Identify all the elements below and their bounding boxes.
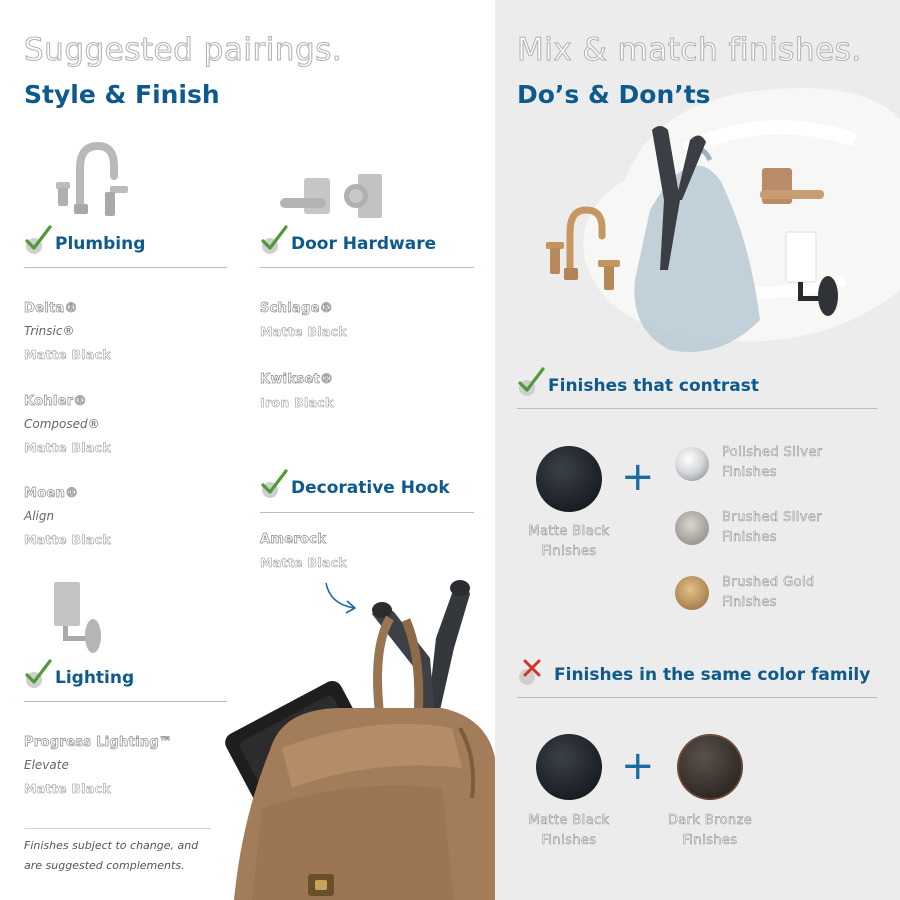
decorative-hook-section-header	[260, 468, 476, 508]
same-family-label: Finishes in the same color family	[554, 665, 871, 685]
finish-collage-photo	[540, 120, 890, 360]
swatch-line-2: Finishes	[541, 544, 597, 559]
model-name: Composed®	[24, 417, 100, 431]
dark-bronze-swatch	[676, 733, 744, 801]
mix-match-heading: Mix & match finishes.	[517, 32, 862, 68]
contrast-section-header	[517, 366, 877, 406]
swatch-line-1: Polished Silver	[722, 445, 823, 460]
polished-silver-swatch	[674, 446, 710, 482]
plumbing-label: Plumbing	[55, 234, 146, 254]
brushed-silver-swatch	[674, 510, 710, 546]
plumbing-divider	[24, 267, 227, 268]
swatch-line-1: Brushed Gold	[722, 575, 815, 590]
finish-name: Matte Black	[24, 532, 111, 547]
dos-donts-title: Do’s & Don’ts	[517, 80, 711, 109]
disclaimer-note	[24, 836, 198, 876]
brand-name: Kohler®	[24, 394, 87, 409]
brand-name: Moen®	[24, 486, 79, 501]
door-hardware-section-header	[260, 224, 476, 264]
checkmark-icon	[24, 658, 52, 688]
door-item-schlage	[260, 297, 347, 343]
contrast-divider	[517, 408, 877, 409]
dark-bronze-label	[657, 811, 763, 851]
plumbing-item-delta	[24, 297, 111, 366]
matte-black-swatch-2	[535, 733, 603, 801]
suggested-pairings-heading: Suggested pairings.	[24, 32, 343, 68]
door-item-kwikset	[260, 368, 334, 414]
door-hardware-divider	[260, 267, 474, 268]
lighting-item-progress	[24, 731, 172, 800]
brand-name: Delta®	[24, 301, 78, 316]
checkmark-icon	[517, 366, 545, 396]
swatch-line-2: Finishes	[541, 833, 597, 848]
model-name: Trinsic®	[24, 324, 75, 338]
mix-match-panel	[495, 0, 900, 900]
plus-icon: +	[621, 743, 655, 789]
plumbing-item-moen	[24, 482, 111, 551]
same-family-divider	[517, 697, 877, 698]
plus-icon: +	[621, 454, 655, 500]
finish-name: Iron Black	[260, 395, 334, 410]
plumbing-section-header	[24, 224, 234, 264]
matte-black-swatch	[535, 445, 603, 513]
backpack-hook-photo	[222, 578, 495, 900]
checkmark-icon	[260, 224, 288, 254]
matte-black-label-2	[517, 811, 621, 851]
swatch-line-2: Finishes	[722, 595, 777, 610]
note-line-2: are suggested complements.	[24, 859, 185, 872]
finish-name: Matte Black	[24, 440, 111, 455]
matte-black-label	[517, 522, 621, 562]
brand-name: Schlage®	[260, 301, 334, 316]
style-finish-title: Style & Finish	[24, 80, 220, 109]
brand-name: Progress Lighting™	[24, 735, 173, 750]
swatch-line-1: Dark Bronze	[667, 813, 753, 828]
door-lever-image	[278, 172, 384, 222]
decorative-hook-label: Decorative Hook	[291, 478, 450, 498]
swatch-line-1: Brushed Silver	[722, 510, 823, 525]
swatch-line-2: Finishes	[722, 530, 777, 545]
brushed-gold-label	[722, 573, 815, 613]
checkmark-icon	[24, 224, 52, 254]
faucet-image	[50, 140, 132, 220]
finish-name: Matte Black	[24, 347, 111, 362]
note-divider	[24, 828, 211, 829]
finish-name: Matte Black	[260, 324, 347, 339]
door-hardware-label: Door Hardware	[291, 234, 437, 254]
contrast-label: Finishes that contrast	[548, 376, 759, 396]
lighting-section-header	[24, 658, 234, 698]
lighting-divider	[24, 701, 227, 702]
plumbing-item-kohler	[24, 390, 111, 459]
brand-name: Kwikset®	[260, 372, 334, 387]
swatch-line-2: Finishes	[682, 833, 738, 848]
same-family-section-header	[517, 655, 887, 695]
finish-name: Matte Black	[260, 555, 347, 570]
note-line-1: Finishes subject to change, and	[24, 839, 199, 852]
sconce-image	[48, 578, 108, 654]
swatch-line-2: Finishes	[722, 465, 777, 480]
model-name: Align	[24, 509, 55, 523]
cross-icon	[517, 655, 545, 685]
swatch-line-1: Matte Black	[528, 813, 610, 828]
finish-name: Matte Black	[24, 781, 111, 796]
lighting-label: Lighting	[55, 668, 135, 688]
polished-silver-label	[722, 443, 822, 483]
decorative-hook-divider	[260, 512, 474, 513]
checkmark-icon	[260, 468, 288, 498]
brushed-silver-label	[722, 508, 822, 548]
swatch-line-1: Matte Black	[528, 524, 610, 539]
model-name: Elevate	[24, 758, 69, 772]
brand-name: Amerock	[260, 532, 327, 547]
hook-item-amerock	[260, 528, 347, 574]
brushed-gold-swatch	[674, 575, 710, 611]
